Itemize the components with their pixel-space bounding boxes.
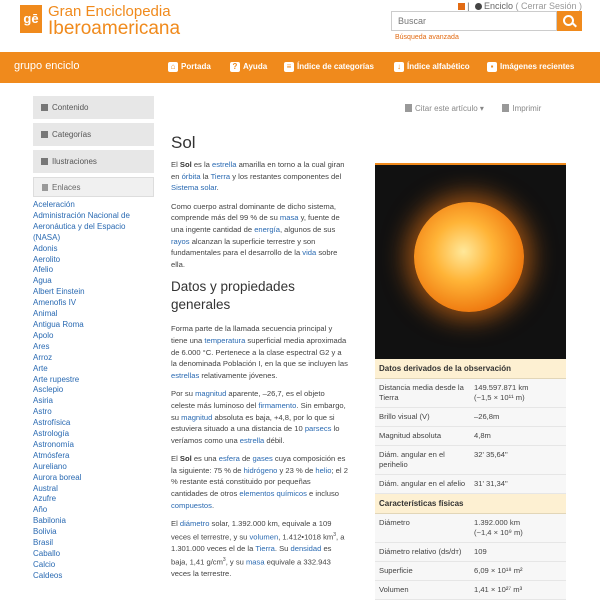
infobox-value-main: –26,8m <box>474 412 500 421</box>
bold-term: Sol <box>179 160 192 169</box>
sidebar-link-list <box>33 200 154 582</box>
infobox-key: Volumen <box>379 585 409 594</box>
infobox <box>375 163 566 600</box>
infobox-row <box>375 379 566 408</box>
text-run: , a 1.301.000 veces el de la <box>171 532 345 553</box>
sun-graphic <box>414 202 524 312</box>
sidebar-contenido[interactable]: Contenido <box>33 96 154 119</box>
article-link[interactable]: gases <box>252 454 273 464</box>
infobox-value-main: 31' 31,34" <box>474 479 508 488</box>
sidebar-link[interactable]: Antigua Roma <box>33 319 84 329</box>
article-link[interactable]: compuestos <box>171 500 212 510</box>
text-run: , y su <box>225 557 246 567</box>
infobox-section-fisicas: Características físicas <box>375 494 566 514</box>
paragraph <box>171 159 349 194</box>
text-run: ; el 2 % restante está constituido por pequeñas cantidades de otros <box>171 465 348 499</box>
sidebar-link[interactable]: Agua <box>33 276 52 286</box>
text-run: . <box>216 183 219 193</box>
infobox-key: Diámetro relativo (ds/dт) <box>379 547 462 556</box>
infobox-row <box>375 446 566 475</box>
text-run: El <box>171 160 180 169</box>
text-run: aparente, –26,7, es el objeto celeste más luminoso del <box>171 389 325 410</box>
infobox-row <box>375 408 566 427</box>
sidebar-categorias[interactable]: Categorías <box>33 123 154 146</box>
article-link[interactable]: elementos químicos <box>239 489 307 499</box>
sidebar-link[interactable]: Bolivia <box>33 527 57 537</box>
article-link[interactable]: esfera <box>218 454 240 464</box>
article-link[interactable]: estrella <box>211 160 237 169</box>
sidebar-link[interactable]: Atmósfera <box>33 450 70 460</box>
paragraph <box>171 201 349 271</box>
infobox-value-main: 1.392.000 km <box>474 518 521 527</box>
text-run: y los restantes componentes del <box>230 171 342 181</box>
infobox-key: Magnitud absoluta <box>379 431 442 440</box>
article-link[interactable]: Tierra <box>255 543 275 553</box>
brand-label[interactable]: grupo enciclo <box>14 60 80 72</box>
article-link[interactable]: volumen <box>249 532 279 542</box>
sidebar-link[interactable]: Aceleración <box>33 200 75 209</box>
infobox-value <box>474 450 562 470</box>
sidebar-link[interactable]: Año <box>33 505 48 515</box>
cite-link[interactable]: Citar este artículo <box>415 104 478 113</box>
article-link[interactable]: rayos <box>171 236 190 246</box>
sidebar-link[interactable]: Apolo <box>33 330 54 340</box>
paragraph <box>171 453 349 511</box>
text-run: sobre ella. <box>171 248 338 269</box>
text-run: lo veríamos como una <box>171 424 340 445</box>
infobox-value <box>474 518 562 538</box>
text-run: la <box>200 171 211 181</box>
infobox-value <box>474 479 562 489</box>
article-link[interactable]: masa <box>245 557 265 567</box>
article-link[interactable]: densidad <box>290 543 322 553</box>
infobox-value-main: 109 <box>474 547 487 556</box>
camera-icon <box>41 158 48 165</box>
text-run: . Su <box>274 543 291 553</box>
infobox-row <box>375 427 566 446</box>
text-run: es la <box>191 160 212 169</box>
home-icon: ⌂ <box>168 62 178 72</box>
paragraph <box>171 323 349 381</box>
infobox-value-main: 6,09 × 10¹⁸ m² <box>474 566 523 575</box>
infobox-value-alt: (~1,5 × 10¹¹ m) <box>474 393 525 402</box>
text-run: Como cuerpo astral dominante de dicho sistema, comprende más del 99 % de su <box>171 201 337 223</box>
print-link[interactable]: Imprimir <box>512 104 542 113</box>
text-run: absoluta es baja, +4,8, por lo que si estuviera situado a una distancia de 10 <box>171 412 335 434</box>
print-icon <box>502 104 509 112</box>
sidebar-link[interactable]: Caballo <box>33 549 61 558</box>
sidebar-link[interactable]: Ares <box>33 341 50 351</box>
sidebar-link[interactable]: Arte <box>33 363 48 373</box>
site-header <box>0 0 600 52</box>
sidebar-link[interactable]: Astronomía <box>33 439 74 449</box>
sidebar-link[interactable]: Calcio <box>33 559 56 569</box>
sidebar-link[interactable]: Amenofis IV <box>33 298 77 308</box>
sidebar-link[interactable]: Adonis <box>33 243 58 253</box>
text-run: Por su <box>171 389 196 399</box>
document-icon <box>42 184 48 191</box>
page-title: Sol <box>171 133 196 152</box>
sidebar-link[interactable]: Asclepio <box>33 385 64 395</box>
article-link[interactable]: magnitud <box>181 412 213 422</box>
text-run: , 1.412•1018 km <box>278 532 334 542</box>
logo-line1[interactable]: Gran Enciclopedia <box>48 3 171 20</box>
article-link[interactable]: estrella <box>239 435 265 445</box>
article-link[interactable]: diámetro <box>179 519 210 529</box>
infobox-value-main: 1,41 × 10²⁷ m³ <box>474 585 523 594</box>
sidebar-ilustraciones[interactable]: Ilustraciones <box>33 150 154 173</box>
sidebar-link[interactable]: Albert Einstein <box>33 287 85 297</box>
sidebar-enlaces[interactable]: Enlaces <box>33 177 154 197</box>
text-run: equivale a 332.943 veces la terrestre. <box>171 557 331 578</box>
infobox-row <box>375 562 566 581</box>
text-run: alcanzan la superficie terrestre y son fundamentales para el desarrollo de la <box>171 236 316 258</box>
nav-alfabetico[interactable]: ↓ Índice alfabético <box>394 62 470 72</box>
sidebar-link[interactable]: Astro <box>33 407 52 417</box>
sitemap-icon <box>41 131 48 138</box>
text-run: . Sin embargo, su <box>171 400 346 422</box>
text-run: es baja, 1,41 g/cm <box>171 543 332 567</box>
text-run: de <box>239 454 253 464</box>
sidebar-link[interactable]: Arroz <box>33 352 53 362</box>
sidebar-link[interactable]: Animal <box>33 309 58 319</box>
article-body <box>171 159 349 586</box>
text-run: . <box>211 500 215 510</box>
logout-link[interactable]: ( Cerrar Sesión ) <box>515 1 582 11</box>
logo-line2[interactable]: Iberoamericana <box>48 18 181 39</box>
infobox-key: Superficie <box>379 566 413 575</box>
text-run: y 23 % de <box>277 465 316 475</box>
article-link[interactable]: energía <box>254 224 280 234</box>
article-actions: Citar este artículo ▾ Imprimir <box>405 104 541 113</box>
infobox-key: Diám. angular en el afelio <box>379 479 466 488</box>
infobox-key: Brillo visual (V) <box>379 412 430 421</box>
sidebar-link[interactable]: Caldeos <box>33 570 63 580</box>
infobox-rows-observacion <box>375 379 566 494</box>
superscript: 3 <box>222 556 226 563</box>
sort-az-icon: ↓ <box>394 62 404 72</box>
help-icon: ? <box>230 62 240 72</box>
text-run: relativamente jóvenes. <box>199 370 278 380</box>
sidebar-link[interactable]: Aerolito <box>33 254 61 264</box>
sidebar-link[interactable]: Asiria <box>33 396 54 406</box>
text-run: amarilla en torno a la cual giran en <box>171 160 345 181</box>
sidebar <box>33 96 154 582</box>
list-icon <box>41 104 48 111</box>
text-run: débil. <box>264 435 285 445</box>
paragraph <box>171 388 349 446</box>
nav-categorias[interactable]: ≡ Índice de categorías <box>284 62 374 72</box>
sidebar-link[interactable]: Austral <box>33 483 58 493</box>
infobox-value <box>474 547 562 557</box>
article-link[interactable]: órbita <box>181 171 201 181</box>
infobox-value <box>474 585 562 595</box>
infobox-key: Diám. angular en el perihelio <box>379 450 445 469</box>
search-button[interactable] <box>557 11 582 31</box>
sidebar-link[interactable]: Azufre <box>33 494 57 504</box>
sidebar-link[interactable]: Babilonia <box>33 516 66 526</box>
sidebar-link[interactable]: Aureliano <box>33 461 67 471</box>
text-run: cuya composición es la siguiente: 75 % de <box>171 454 346 475</box>
nav-portada[interactable]: ⌂ Portada <box>168 62 211 72</box>
article-link[interactable]: firmamento <box>258 400 297 410</box>
text-run: es una <box>191 454 219 464</box>
article-link[interactable]: vida <box>302 248 317 258</box>
infobox-key: Diámetro <box>379 518 410 527</box>
article-link[interactable]: temperatura <box>204 335 246 345</box>
logo-mark[interactable]: gē <box>20 5 42 33</box>
article-link[interactable]: hidrógeno <box>243 465 278 475</box>
infobox-row <box>375 475 566 494</box>
infobox-section-observacion: Datos derivados de la observación <box>375 359 566 379</box>
infobox-value <box>474 383 562 403</box>
infobox-value <box>474 431 562 441</box>
nav-imagenes[interactable]: ▪ Imágenes recientes <box>487 62 574 72</box>
user-icon <box>475 3 482 10</box>
image-icon: ▪ <box>487 62 497 72</box>
sidebar-link[interactable]: Administración Nacional de <box>33 210 130 220</box>
article-link[interactable]: helio <box>315 465 332 475</box>
text-run: El <box>171 519 180 529</box>
flag-icon[interactable] <box>458 3 465 10</box>
text-run: Forma parte de la llamada secuencia principal y tiene una <box>171 324 333 345</box>
user-bar: | Enciclo ( Cerrar Sesión ) <box>458 1 582 11</box>
article-link[interactable]: estrellas <box>171 370 200 380</box>
infobox-key: Distancia media desde la Tierra <box>379 383 464 402</box>
sidebar-link[interactable]: Astrofísica <box>33 418 71 428</box>
paragraph <box>171 518 349 579</box>
article-link[interactable]: Tierra <box>210 171 231 181</box>
infobox-value-main: 32' 35,64" <box>474 450 508 459</box>
article-link[interactable]: masa <box>279 213 299 223</box>
nav-ayuda[interactable]: ? Ayuda <box>230 62 267 72</box>
bold-term: Sol <box>179 454 192 464</box>
infobox-value-main: 149.597.871 km <box>474 383 529 392</box>
infobox-value-alt: (~1,4 × 10⁹ m) <box>474 528 523 537</box>
text-run: El <box>171 454 180 464</box>
user-name[interactable]: Enciclo <box>483 1 513 11</box>
tree-icon: ≡ <box>284 62 294 72</box>
infobox-value-main: 4,8m <box>474 431 491 440</box>
sidebar-link[interactable]: Brasil <box>33 538 54 548</box>
infobox-value <box>474 412 562 422</box>
text-run: y, fuente de una ingente cantidad de <box>171 213 340 234</box>
quote-icon <box>405 104 412 112</box>
infobox-row <box>375 581 566 600</box>
text-run: solar, 1.392.000 km, equivale a 109 veces el terrestre, y su <box>171 519 332 542</box>
text-run: e incluso <box>306 489 340 499</box>
sun-image[interactable] <box>375 165 566 359</box>
sidebar-link[interactable]: (NASA) <box>33 232 61 242</box>
search-input[interactable] <box>391 11 557 31</box>
infobox-rows-fisicas <box>375 514 566 600</box>
text-run: , algunos de sus <box>279 224 336 234</box>
infobox-value <box>474 566 562 576</box>
text-run: superficial media aproximada de 6.000 °C. Pertenece a la clase espectral G2 y a la denominada Población I, en la que se incluyen las <box>171 335 348 369</box>
sidebar-link[interactable]: Arte rupestre <box>33 374 80 384</box>
infobox-row <box>375 543 566 562</box>
superscript: 3 <box>333 531 336 538</box>
sidebar-link[interactable]: Aeronáutica y del Espacio <box>33 221 126 231</box>
sidebar-link[interactable]: Afelio <box>33 265 54 275</box>
sidebar-link[interactable]: Astrología <box>33 429 70 439</box>
sidebar-link[interactable]: Aurora boreal <box>33 472 82 482</box>
main-nav <box>0 52 600 83</box>
infobox-row <box>375 514 566 543</box>
section-heading: Datos y propiedades generales <box>171 279 295 313</box>
article-link[interactable]: Sistema solar <box>171 183 217 193</box>
article-link[interactable]: magnitud <box>195 389 227 399</box>
article-link[interactable]: parsecs <box>304 424 332 434</box>
advanced-search-link[interactable]: Búsqueda avanzada <box>395 34 459 41</box>
